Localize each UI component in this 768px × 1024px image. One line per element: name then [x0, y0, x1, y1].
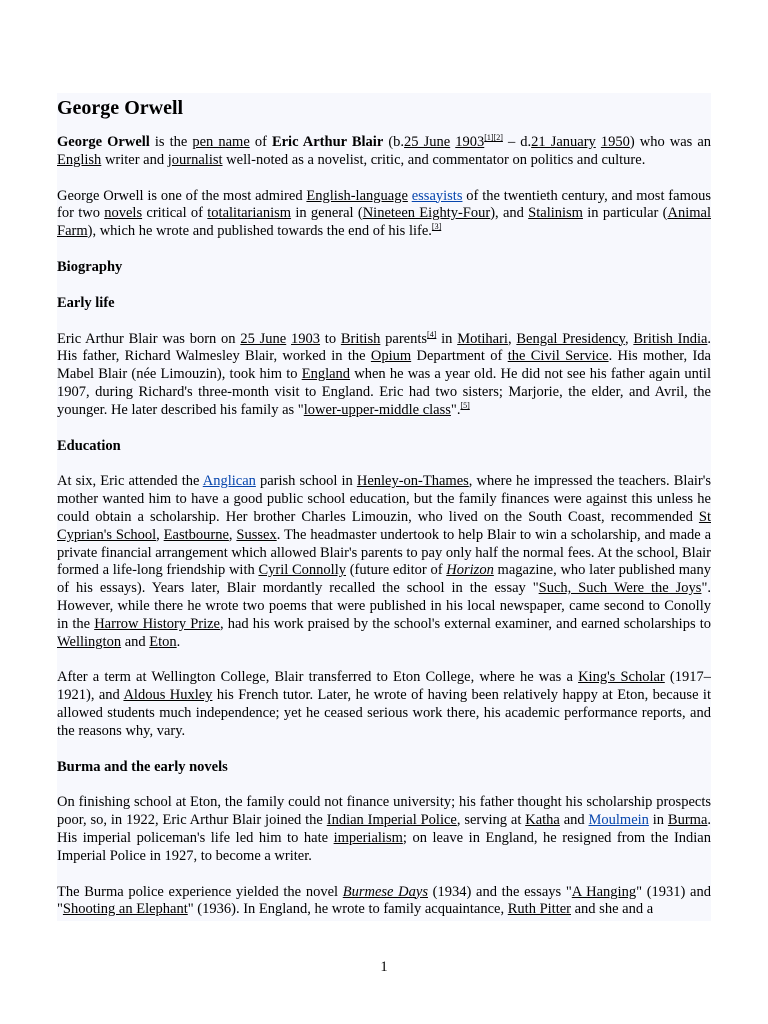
link-essayists[interactable]: essayists: [411, 187, 463, 204]
citation-5[interactable]: [5]: [460, 400, 470, 410]
link-imperialism[interactable]: imperialism: [333, 829, 403, 846]
heading-burma: Burma and the early novels: [57, 758, 228, 775]
link-indian-imperial-police[interactable]: Indian Imperial Police: [326, 812, 457, 829]
burma-paragraph-2: The Burma police experience yielded the novel Burmese Days (1934) and the essays "A Hanging" (1931) and "Shooting an Elephant" (1936). In England, he wrote to family acquaintance, Ruth Pitter and she and a: [57, 883, 711, 918]
subject-name: George Orwell: [57, 134, 150, 150]
link-english[interactable]: English: [57, 151, 102, 168]
link-stalinism[interactable]: Stalinism: [528, 205, 583, 222]
education-paragraph-2: After a term at Wellington College, Blair transferred to Eton College, where he was a King's Scholar (1917–1921), and Aldous Huxley his French tutor. Later, he wrote of having been relatively happy at Eton, because it allowed students much independence; yet he ceased serious work there, his academic performance reports, and the reasons why, vary.: [57, 669, 711, 739]
link-burma[interactable]: Burma: [667, 812, 708, 829]
link-1903[interactable]: 1903: [291, 330, 321, 347]
link-moulmein[interactable]: Moulmein: [588, 812, 649, 829]
link-wellington[interactable]: Wellington: [57, 633, 122, 650]
link-birth-day[interactable]: 25 June: [404, 134, 451, 150]
link-eastbourne[interactable]: Eastbourne: [163, 526, 229, 543]
link-english-language[interactable]: English-language: [306, 187, 408, 204]
link-nineteen-eighty-four[interactable]: Nineteen Eighty-Four: [362, 205, 491, 222]
link-aldous-huxley[interactable]: Aldous Huxley: [123, 687, 213, 704]
link-katha[interactable]: Katha: [525, 812, 560, 829]
link-shooting-an-elephant[interactable]: Shooting an Elephant: [62, 901, 188, 918]
link-novels[interactable]: novels: [104, 205, 143, 222]
burma-paragraph-1: On finishing school at Eton, the family could not finance university; his father thought his scholarship prospects poor, so, in 1922, Eric Arthur Blair joined the Indian Imperial Police, serving at Katha and Moulmein in Burma. His imperial policeman's life led him to hate imperialism; on leave in England, he resigned from the Indian Imperial Police in 1927, to become a writer.: [57, 794, 711, 864]
link-bengal-presidency[interactable]: Bengal Presidency: [516, 330, 625, 347]
link-kings-scholar[interactable]: King's Scholar: [578, 669, 665, 686]
link-horizon[interactable]: Horizon: [446, 562, 494, 579]
link-civil-service[interactable]: the Civil Service: [507, 348, 609, 365]
link-st-cyprians-school[interactable]: St Cyprian's School: [57, 508, 711, 543]
link-henley-on-thames[interactable]: Henley-on-Thames: [356, 473, 469, 490]
link-burmese-days[interactable]: Burmese Days: [342, 883, 428, 900]
link-death-year[interactable]: 1950: [600, 134, 630, 150]
citation-3[interactable]: [3]: [431, 222, 442, 232]
article-page: [57, 93, 711, 921]
link-25-june[interactable]: 25 June: [240, 330, 287, 347]
page-number: 1: [380, 959, 388, 975]
link-british-india[interactable]: British India: [633, 330, 708, 347]
heading-biography: Biography: [57, 258, 123, 275]
link-british[interactable]: British: [340, 330, 381, 347]
link-cyril-connolly[interactable]: Cyril Connolly: [258, 562, 346, 579]
heading-early-life: Early life: [57, 294, 115, 311]
link-england[interactable]: England: [301, 366, 351, 383]
link-pen-name[interactable]: pen name: [192, 134, 250, 150]
overview-paragraph: George Orwell is one of the most admired English-language essayists of the twentieth century, and most famous for two novels critical of totalitarianism in general (Nineteen Eighty-Four), and Stalinism in particular (Animal Farm), which he wrote and published towards the end of his life.[3]: [57, 187, 711, 240]
birth-name: Eric Arthur Blair: [271, 134, 384, 150]
link-death-day[interactable]: 21 January: [531, 134, 596, 150]
link-ruth-pitter[interactable]: Ruth Pitter: [507, 901, 571, 918]
intro-paragraph: George Orwell is the pen name of Eric Arthur Blair (b.25 June 1903[1][2] – d.21 January 1950) who was an English writer and journalist well-noted as a novelist, critic, and commentator on politics and culture.: [57, 133, 711, 168]
citation-2[interactable]: [2]: [493, 133, 503, 142]
link-motihari[interactable]: Motihari: [457, 330, 508, 347]
link-a-hanging[interactable]: A Hanging: [571, 883, 637, 900]
link-totalitarianism[interactable]: totalitarianism: [207, 205, 292, 222]
link-such-such-were-the-joys[interactable]: Such, Such Were the Joys: [538, 580, 702, 597]
link-harrow-history-prize[interactable]: Harrow History Prize: [94, 615, 220, 632]
link-animal-farm[interactable]: Animal Farm: [57, 205, 711, 240]
early-life-paragraph: Eric Arthur Blair was born on 25 June 1903 to British parents[4] in Motihari, Bengal Presidency, British India. His father, Richard Walmesley Blair, worked in the Opium Department of the Civil Service. His mother, Ida Mabel Blair (née Limouzin), took him to England when he was a year old. He did not see his father again until 1907, during Richard's three-month visit to England. Eric had two sisters; Marjorie, the elder, and Avril, the younger. He later described his family as "lower-upper-middle class".[5]: [57, 329, 711, 418]
education-paragraph-1: At six, Eric attended the Anglican parish school in Henley-on-Thames, where he impressed the teachers. Blair's mother wanted him to have a good public school education, but the family finances were against this unless he could obtain a scholarship. Her brother Charles Limouzin, who lived on the South Coast, recommended St Cyprian's School, Eastbourne, Sussex. The headmaster undertook to help Blair to win a scholarship, and made a private financial arrangement which allowed Blair's parents to pay only half the normal fees. At the school, Blair formed a life-long friendship with Cyril Connolly (future editor of Horizon magazine, who later published many of his essays). Years later, Blair mordantly recalled the school in the essay "Such, Such Were the Joys". However, while there he wrote two poems that were published in his local newspaper, came second to Conolly in the Harrow History Prize, had his work praised by the school's external examiner, and earned scholarships to Wellington and Eton.: [57, 473, 711, 650]
heading-education: Education: [57, 437, 121, 454]
link-opium[interactable]: Opium: [370, 348, 412, 365]
link-anglican[interactable]: Anglican: [202, 473, 256, 490]
citation-1[interactable]: [1]: [484, 133, 494, 142]
link-journalist[interactable]: journalist: [167, 151, 223, 168]
link-lower-upper-middle-class[interactable]: lower-upper-middle class: [303, 401, 451, 418]
link-eton[interactable]: Eton: [149, 633, 177, 650]
link-sussex[interactable]: Sussex: [236, 526, 277, 543]
page-title: George Orwell: [57, 97, 184, 119]
citation-4[interactable]: [4]: [427, 329, 437, 339]
link-birth-year[interactable]: 1903: [455, 134, 485, 150]
